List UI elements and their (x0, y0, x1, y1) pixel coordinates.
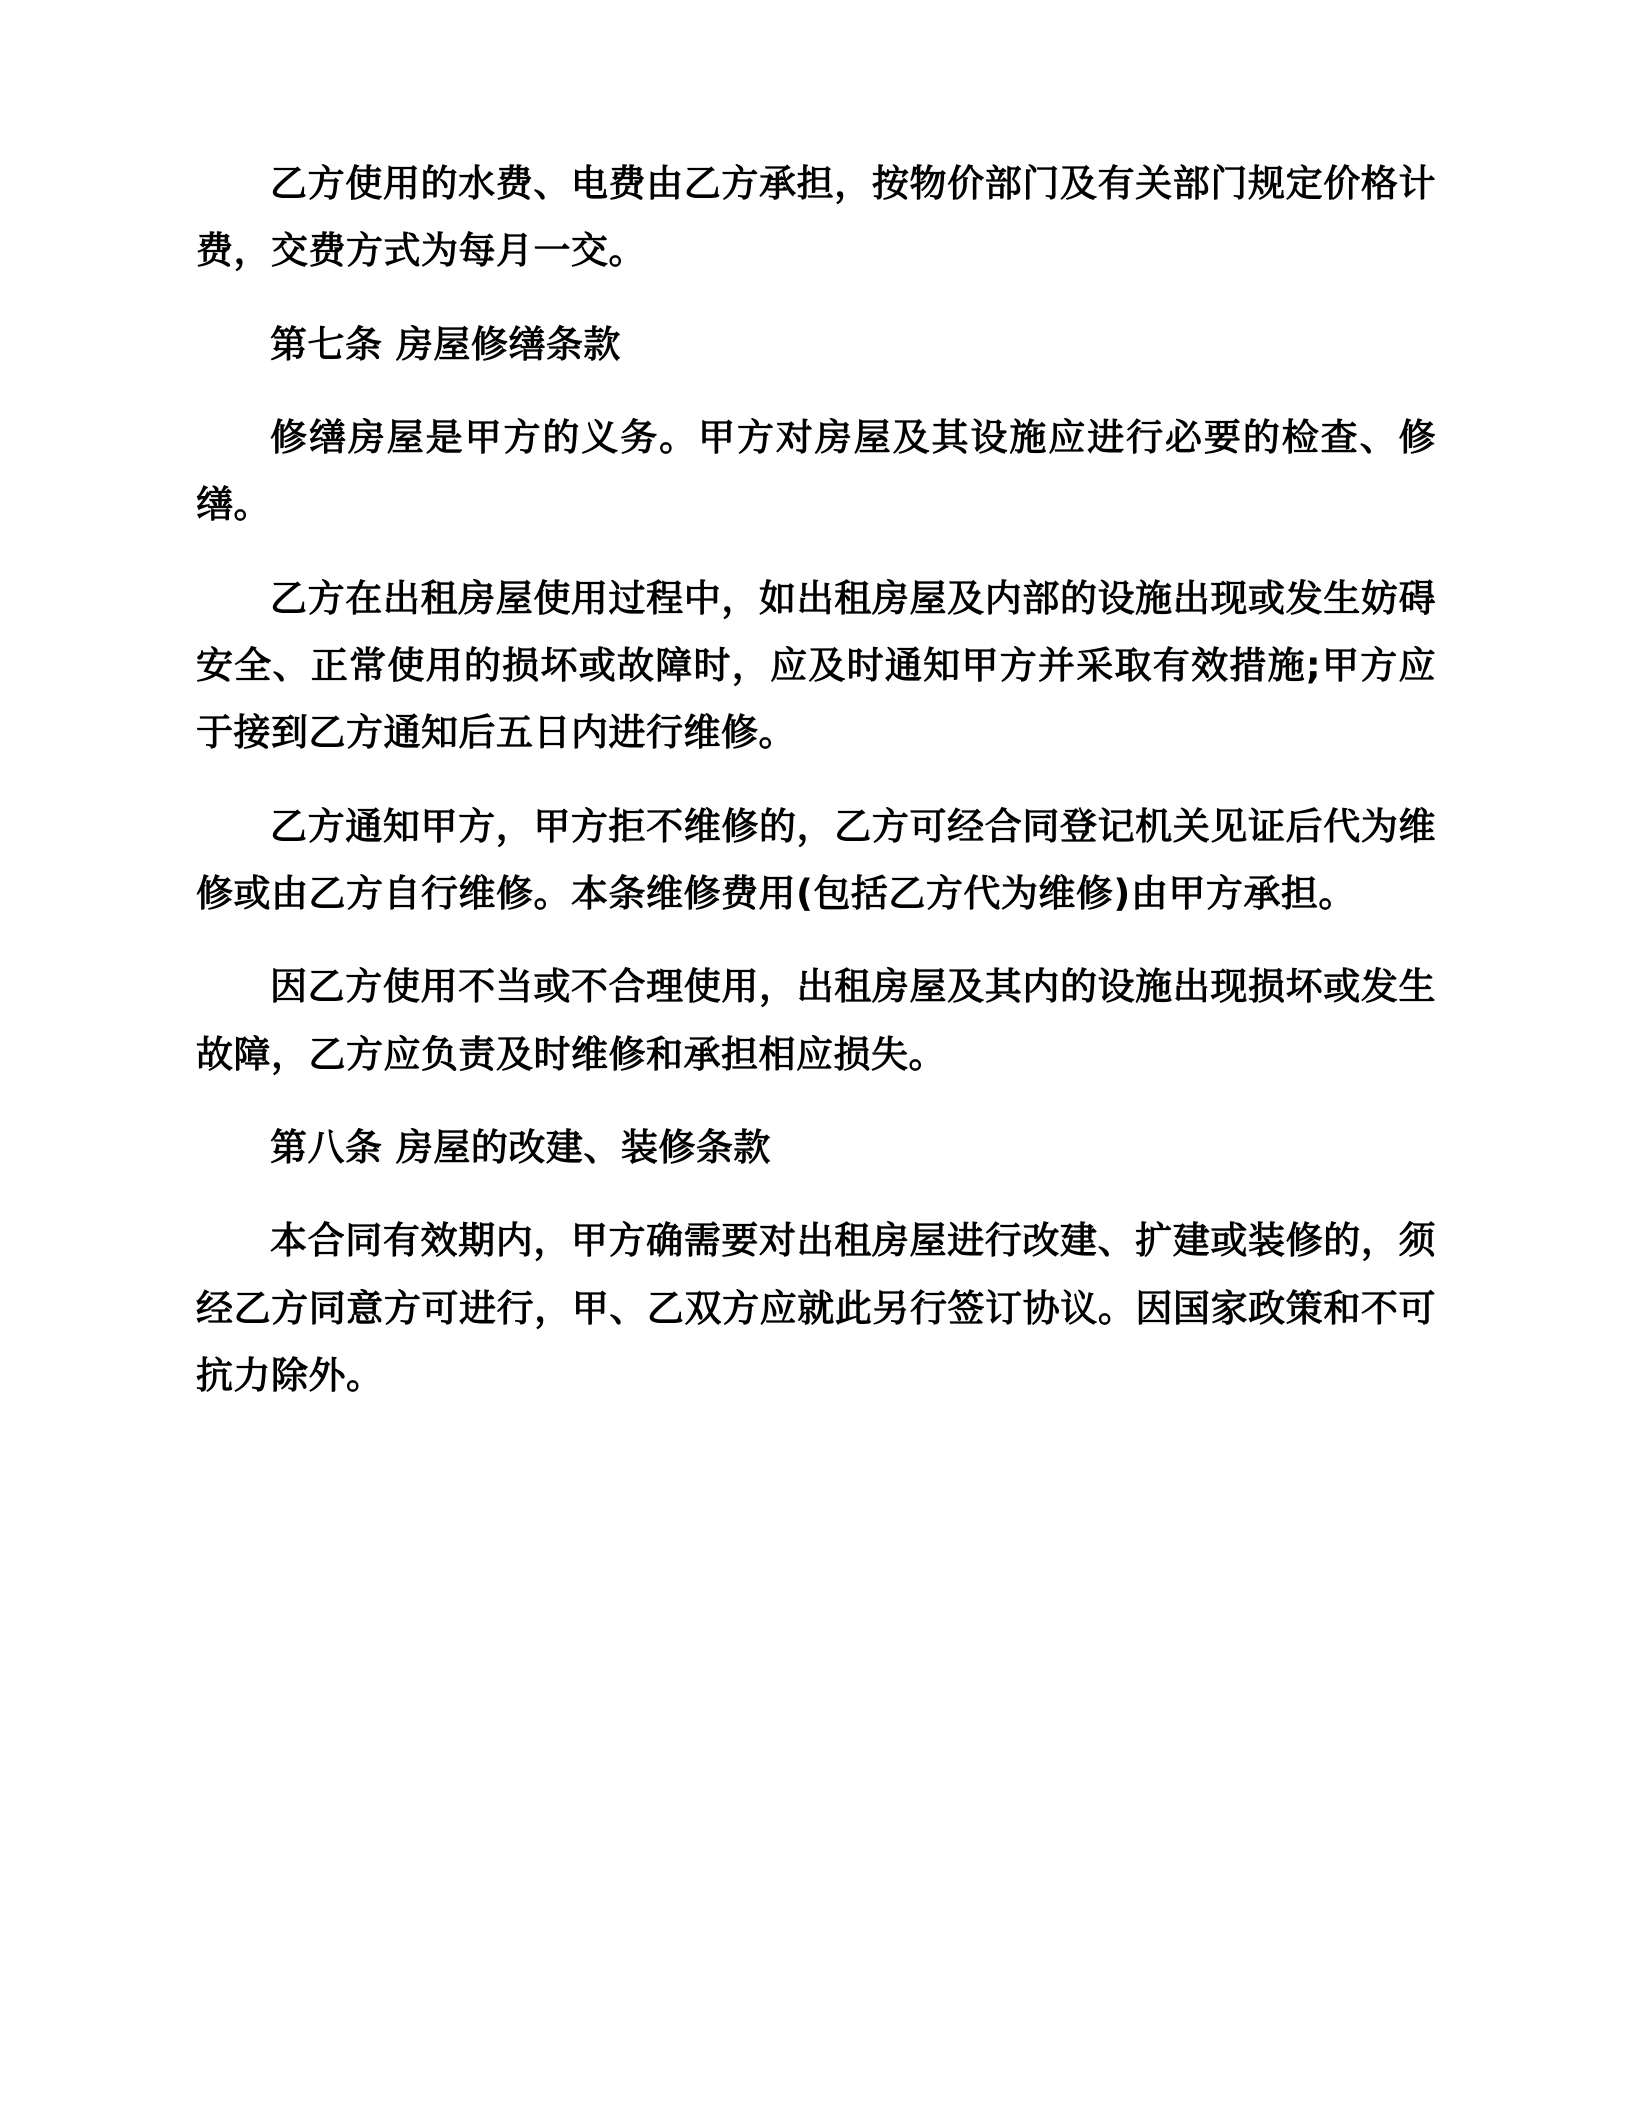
paragraph-article-seven-heading: 第七条 房屋修缮条款 (270, 322, 621, 366)
paragraph-renovation-clause: 本合同有效期内，甲方确需要对出租房屋进行改建、扩建或装修的，须经乙方同意方可进行，甲、乙双方应就此另行签订协议。因国家政策和不可抗力除外。 (196, 1219, 1436, 1397)
paragraph-utilities-clause: 乙方使用的水费、电费由乙方承担，按物价部门及有关部门规定价格计费，交费方式为每月一交。 (196, 162, 1436, 273)
paragraph-repair-notice: 乙方在出租房屋使用过程中，如出租房屋及内部的设施出现或发生妨碍安全、正常使用的损坏或故障时，应及时通知甲方并采取有效措施;甲方应于接到乙方通知后五日内进行维修。 (196, 576, 1436, 755)
paragraph-repair-refusal: 乙方通知甲方，甲方拒不维修的，乙方可经合同登记机关见证后代为维修或由乙方自行维修。本条维修费用(包括乙方代为维修)由甲方承担。 (196, 804, 1436, 915)
document-body (196, 150, 1436, 1409)
paragraph-improper-use: 因乙方使用不当或不合理使用，出租房屋及其内的设施出现损坏或发生故障，乙方应负责及时维修和承担相应损失。 (196, 965, 1436, 1076)
paragraph-repair-duty: 修缮房屋是甲方的义务。甲方对房屋及其设施应进行必要的检查、修缮。 (196, 415, 1436, 527)
paragraph-article-eight-heading: 第八条 房屋的改建、装修条款 (270, 1125, 771, 1169)
